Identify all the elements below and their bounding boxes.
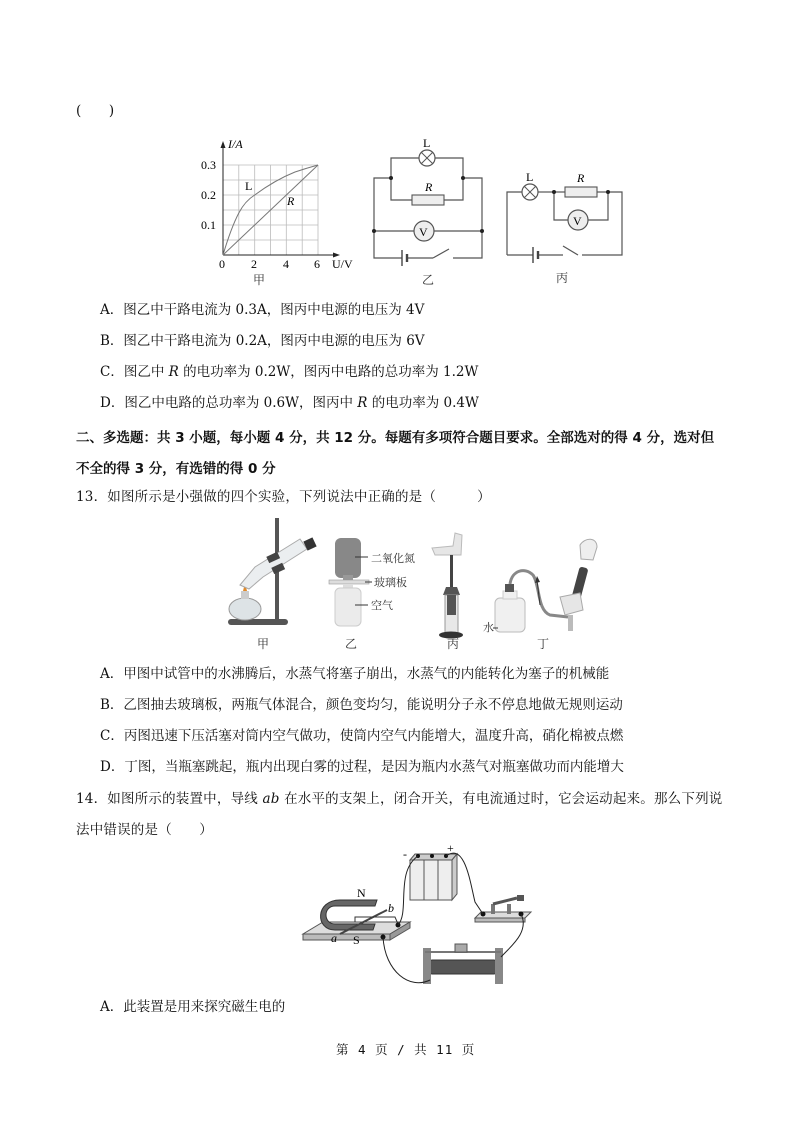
- circuit-bing-caption: 丙: [556, 271, 569, 285]
- option-letter: B．: [100, 697, 124, 713]
- q14-motor-apparatus: [295, 842, 555, 997]
- stem-text: 在水平的支架上，闭合开关，有电流通过时，它会运动起来。那么下列说: [279, 791, 723, 807]
- question-14-stem-line1: [76, 790, 722, 808]
- label-no2: 二氧化氮: [371, 553, 415, 565]
- label-b: b: [388, 901, 394, 915]
- option-text: 乙图抽去玻璃板，两瓶气体混合，颜色变均匀，能说明分子永不停息地做无规则运动: [123, 697, 623, 713]
- label-positive: +: [447, 842, 454, 855]
- curve-l-label: L: [245, 179, 253, 193]
- q12-option-b: [100, 332, 425, 350]
- option-letter: A．: [100, 999, 124, 1015]
- lamp-label: L: [526, 170, 534, 184]
- option-text: 图乙中: [123, 364, 169, 380]
- circuit-yi: [365, 135, 495, 290]
- q13-option-c: [100, 727, 623, 745]
- option-text: 丁图，当瓶塞跳起，瓶内出现白雾的过程，是因为瓶内水蒸气对瓶塞做功而内能增大: [124, 759, 624, 775]
- question-12-answer-blank: ( ): [76, 103, 115, 119]
- caption-bing: 丙: [447, 637, 460, 651]
- variable-r: R: [357, 395, 368, 411]
- question-14-stem-line2: 法中错误的是（ ）: [76, 822, 213, 838]
- option-text: 图乙中干路电流为 0.3A，图丙中电源的电压为 4V: [123, 302, 425, 318]
- y-tick: 0.1: [201, 218, 216, 232]
- resistor-icon: [565, 187, 597, 197]
- voltmeter-label: V: [419, 225, 428, 239]
- circuit-yi-caption: 乙: [422, 273, 435, 287]
- option-letter: D．: [100, 395, 125, 411]
- x-axis-label: U/V: [332, 257, 353, 271]
- option-letter: A．: [100, 302, 124, 318]
- experiment-yi: [329, 538, 415, 651]
- label-air: 空气: [371, 600, 393, 612]
- label-negative: -: [403, 847, 407, 861]
- caption-ding: 丁: [537, 637, 550, 651]
- page-footer: 第 4 页 / 共 11 页: [336, 1042, 476, 1057]
- resistor-label: R: [425, 180, 433, 194]
- label-a: a: [331, 931, 337, 945]
- option-letter: A．: [100, 666, 124, 682]
- label-water: 水: [483, 622, 494, 634]
- resistor-label: R: [577, 171, 585, 185]
- stem-text: 14．如图所示的装置中，导线: [76, 791, 263, 807]
- caption-jia: 甲: [257, 637, 270, 651]
- option-letter: C．: [100, 728, 124, 744]
- experiment-ding: [483, 539, 597, 651]
- option-text: 的电功率为 0.4W: [367, 395, 479, 411]
- option-text: 的电功率为 0.2W，图丙中电路的总功率为 1.2W: [178, 364, 479, 380]
- x-tick: 4: [283, 257, 289, 271]
- y-tick: 0.2: [201, 188, 216, 202]
- x-tick: 2: [251, 257, 257, 271]
- rheostat-icon: [423, 944, 503, 984]
- circuit-bing: [495, 160, 630, 290]
- x-tick: 6: [314, 257, 320, 271]
- y-axis-label: I/A: [228, 138, 243, 151]
- option-text: 甲图中试管中的水沸腾后，水蒸气将塞子崩出，水蒸气的内能转化为塞子的机械能: [123, 666, 610, 682]
- section-2-heading-line2: 不全的得 3 分，有选错的得 0 分: [76, 461, 276, 477]
- option-text: 图乙中电路的总功率为 0.6W，图丙中: [124, 395, 358, 411]
- variable-r: R: [168, 364, 179, 380]
- label-n-pole: N: [357, 886, 366, 900]
- q12-option-c: [100, 363, 478, 381]
- variable-ab: ab: [262, 791, 280, 807]
- lamp-label: L: [423, 136, 431, 150]
- option-text: 图乙中干路电流为 0.2A，图丙中电源的电压为 6V: [123, 333, 425, 349]
- iu-graph-jia: [195, 138, 355, 288]
- q12-option-d: [100, 394, 479, 412]
- label-glass-plate: 玻璃板: [374, 577, 407, 589]
- option-text: 此装置是用来探究磁生电的: [123, 999, 286, 1015]
- option-letter: C．: [100, 364, 124, 380]
- battery-icon: [410, 854, 457, 900]
- question-13-stem: 13．如图所示是小强做的四个实验，下列说法中正确的是（ ）: [76, 489, 491, 505]
- caption-yi: 乙: [345, 637, 358, 651]
- resistor-icon: [412, 195, 444, 205]
- option-text: 丙图迅速下压活塞对筒内空气做功，使筒内空气内能增大，温度升高，硝化棉被点燃: [123, 728, 624, 744]
- section-2-heading-line1: 二、多选题：共 3 小题，每小题 4 分，共 12 分。每题有多项符合题目要求。全部选对的得 4 分，选对但: [76, 430, 715, 446]
- line-r-label: R: [287, 194, 295, 208]
- experiment-jia: [228, 518, 317, 651]
- q14-option-a: [100, 998, 285, 1016]
- x-tick: 0: [219, 257, 225, 271]
- option-letter: D．: [100, 759, 125, 775]
- q13-option-b: [100, 696, 623, 714]
- option-letter: B．: [100, 333, 124, 349]
- q13-option-d: [100, 758, 624, 776]
- graph-caption: 甲: [253, 273, 266, 287]
- experiment-bing: [432, 533, 463, 651]
- q12-option-a: [100, 301, 424, 319]
- label-s-pole: S: [353, 933, 360, 947]
- y-tick: 0.3: [201, 158, 216, 172]
- q13-experiment-figures: [225, 515, 615, 655]
- voltmeter-label: V: [573, 214, 582, 228]
- q13-option-a: [100, 665, 609, 683]
